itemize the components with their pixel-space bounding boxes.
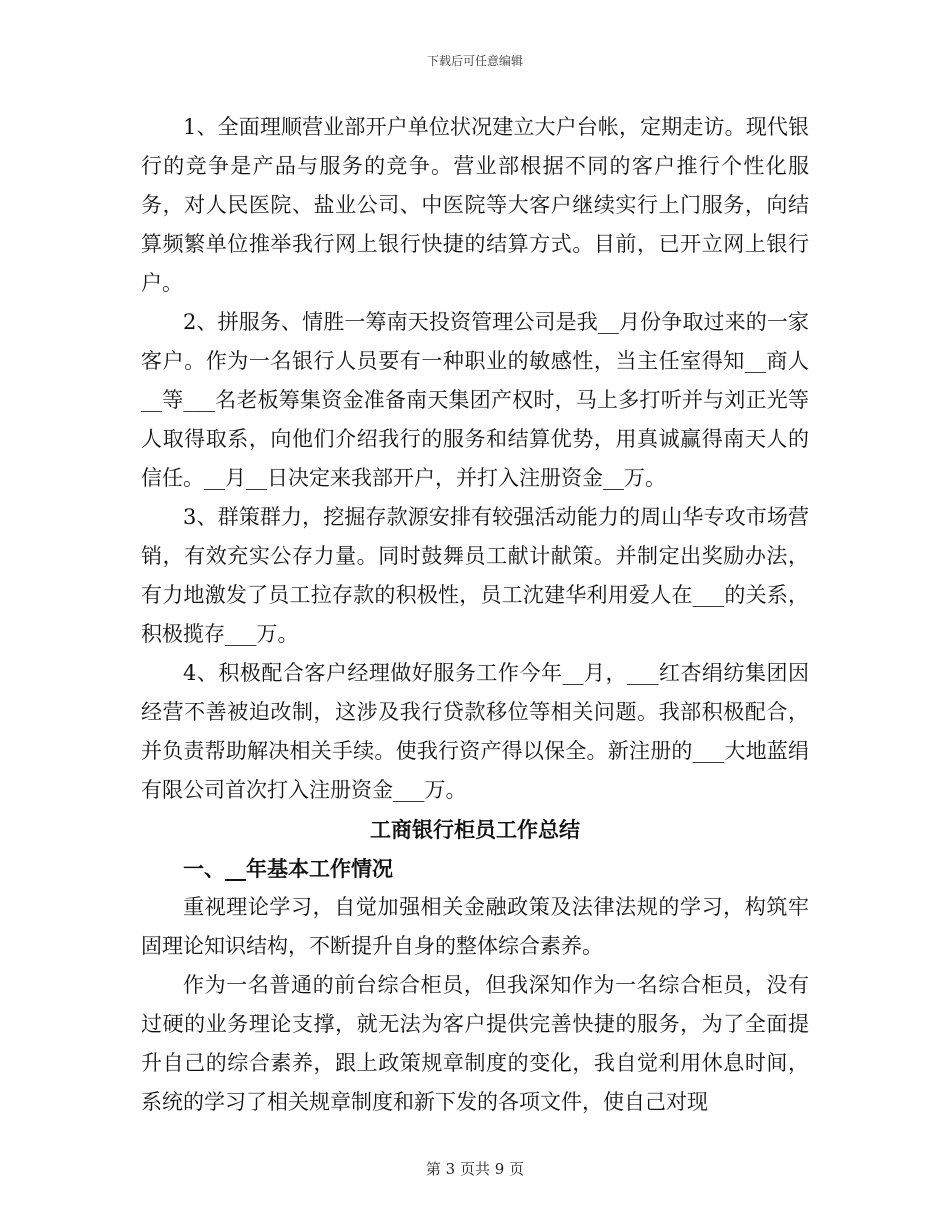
- document-title: 工商银行柜员工作总结: [370, 817, 580, 842]
- section-heading: 一、__年基本工作情况: [183, 856, 393, 881]
- paragraph: 重视理论学习，自觉加强相关金融政策及法律法规的学习，构筑牢固理论知识结构，不断提升自身的整体综合素养。: [141, 895, 809, 958]
- page-number: 第 3 页共 9 页: [425, 1160, 525, 1178]
- header-note: 下载后可任意编辑: [426, 54, 523, 68]
- paragraph: 3、群策群力，挖掘存款源安排有较强活动能力的周山华专攻市场营销，有效充实公存力量。同时鼓舞员工献计献策。并制定出奖励办法，有力地激发了员工拉存款的积极性，员工沈建华利用爱人在___的关系，积极揽存___万。: [141, 505, 809, 646]
- paragraph: 2、拼服务、情胜一筹南天投资管理公司是我__月份争取过来的一家客户。作为一名银行人员要有一种职业的敏感性，当主任室得知__商人__等___名老板筹集资金准备南天集团产权时，马上多打听并与刘正光等人取得取系，向他们介绍我行的服务和结算优势，用真诚赢得南天人的信任。__月__日决定来我部开户，并打入注册资金__万。: [141, 310, 809, 490]
- paragraph: 1、全面理顺营业部开户单位状况建立大户台帐，定期走访。现代银行的竞争是产品与服务的竞争。营业部根据不同的客户推行个性化服务，对人民医院、盐业公司、中医院等大客户继续实行上门服务，向结算频繁单位推举我行网上银行快捷的结算方式。目前，已开立网上银行户。: [141, 115, 809, 295]
- paragraph: 作为一名普通的前台综合柜员，但我深知作为一名综合柜员，没有过硬的业务理论支撑，就无法为客户提供完善快捷的服务，为了全面提升自己的综合素养，跟上政策规章制度的变化，我自觉利用休息时间，系统的学习了相关规章制度和新下发的各项文件，使自己对现: [141, 973, 809, 1114]
- document-body: [141, 108, 809, 1122]
- paragraph: 4、积极配合客户经理做好服务工作今年__月，___红杏绢纺集团因经营不善被迫改制，这涉及我行贷款移位等相关问题。我部积极配合，并负责帮助解决相关手续。使我行资产得以保全。新注册的___大地蓝绢有限公司首次打入注册资金___万。: [141, 661, 809, 802]
